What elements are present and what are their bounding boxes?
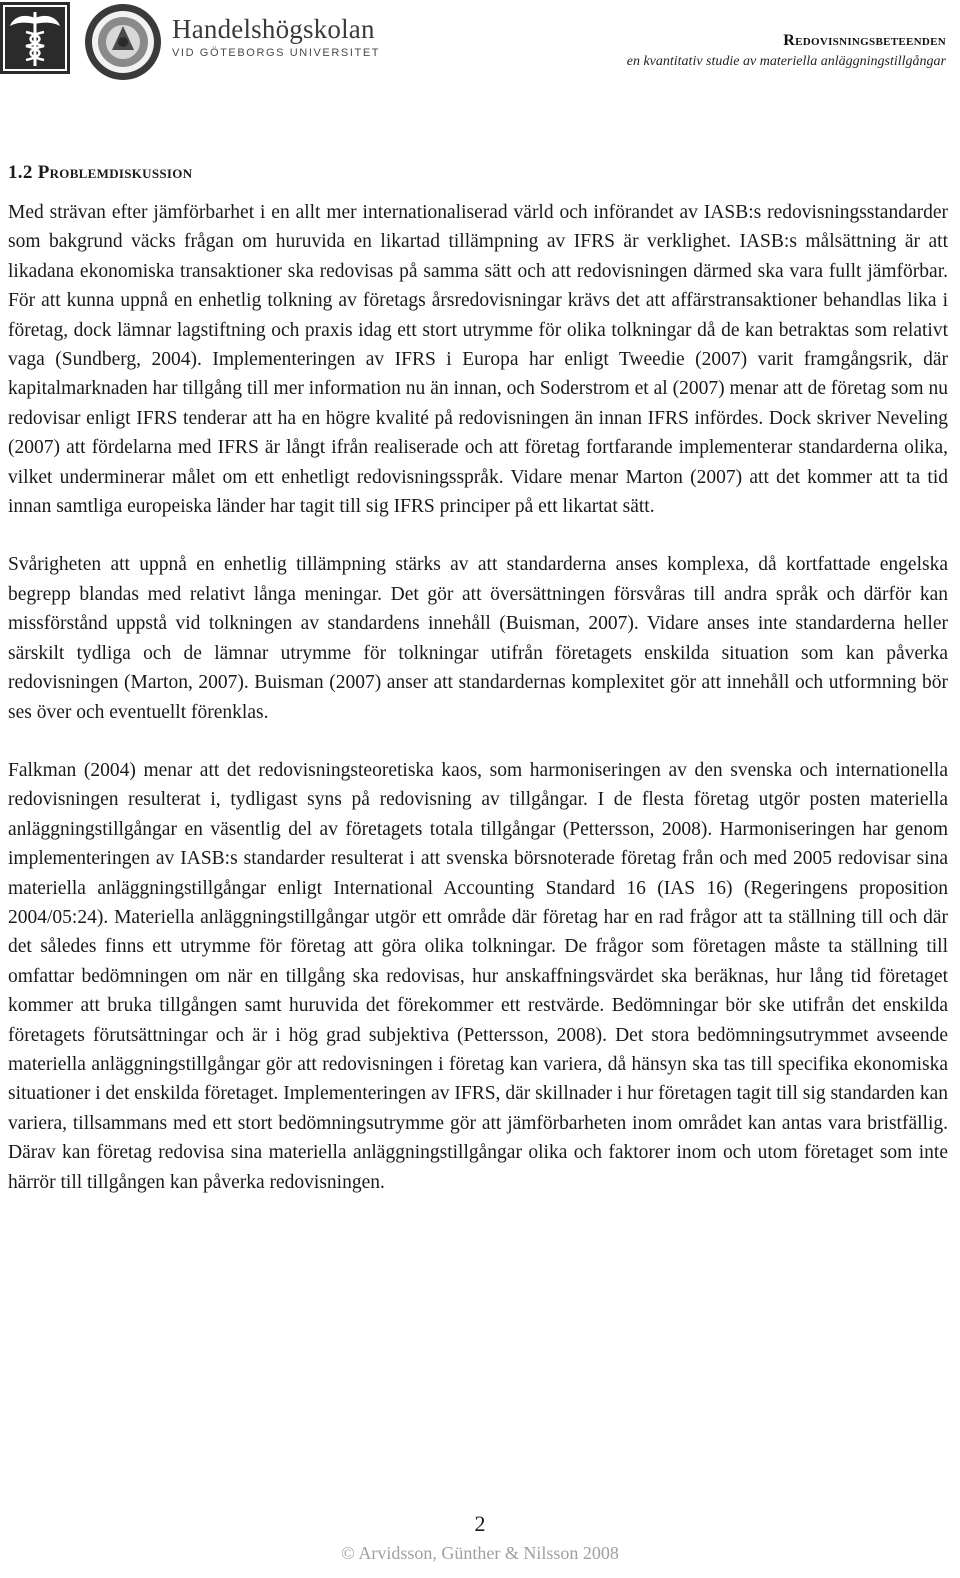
main-content: [8, 160, 948, 1197]
paragraph: Svårigheten att uppnå en enhetlig tillämpning stärks av att standarderna anses komplexa, då kortfattade engelska begrepp blandas med relativt långa meningar. Det gör att översättningen försvåras till andra språk och därför kan missförstånd uppstå vid tolkningen av standardens innehåll (Buisman, 2007). Vidare anses inte standarderna heller särskilt tydliga och de lämnar utrymme för tolkningar utifrån företagets enskilda situation som kan påverka redovisningen (Marton, 2007). Buisman (2007) anser att standardernas komplexitet gör att innehåll och utformning bör ses över och eventuellt förenklas.: [8, 554, 948, 723]
caduceus-logo-icon: [0, 2, 70, 74]
document-subtitle: en kvantitativ studie av materiella anläggningstillgångar: [626, 54, 946, 69]
logo-wordmark: [172, 14, 380, 60]
paragraph-spacer: [8, 521, 948, 550]
section-heading: 1.2 Problemdiskussion: [8, 162, 193, 183]
logo-university: VID GÖTEBORGS UNIVERSITET: [172, 47, 381, 59]
paragraph-spacer: [8, 727, 948, 756]
page-number: 2: [474, 1511, 486, 1536]
paragraph: Falkman (2004) menar att det redovisningsteoretiska kaos, som harmoniseringen av den svenska och internationella redovisningen resulterat i, tydligast syns på redovisning av tillgångar. I de flesta företag utgör posten materiella anläggningstillgångar en väsentlig del av företagets totala tillgångar (Pettersson, 2008). Harmoniseringen har genom implementeringen av IASB:s standarder resulterat i att svenska börsnoterade företag från och med 2005 redovisar sina materiella anläggningstillgångar enligt International Accounting Standard 16 (IAS 16) (Regeringens proposition 2004/05:24). Materiella anläggningstillgångar utgör ett område där företag har en rad frågor att ta ställning till och där det således finns ett utrymme för företag att göra olika tolkningar. De frågor som företagen måste ta ställning till omfattar bedömningen om när en tillgång ska redovisas, hur anskaffningsvärdet ska beräknas, hur lång tid företaget kommer att bruka tillgången samt huruvida det förekommer ett restvärde. Bedömningar bör ske utifrån det enskilda företagets förutsättningar och är i hög grad subjektiva (Pettersson, 2008). Det stora bedömningsutrymmet avseende materiella anläggningstillgångar gör att redovisningen i företag kan variera, då hänsyn ska tas till specifika ekonomiska situationer i det enskilda företaget. Implementeringen av IFRS, där skillnader i hur företagen tagit till sig standarden kan variera, tillsammans med ett stort bedömningsutrymme gör att jämförbarheten inom området kan antas vara bristfällig. Därav kan företag redovisa sina materiella anläggningstillgångar olika och faktorer inom och utom företaget som inte härrör till tillgången kan påverka redovisningen.: [8, 759, 948, 1193]
page-footer: [0, 1510, 960, 1567]
page-header: [0, 0, 960, 90]
document-title: Redovisningsbeteenden: [783, 32, 946, 49]
paragraph: Med strävan efter jämförbarhet i en allt mer internationaliserad värld och införandet av IASB:s redovisningsstandarder som bakgrund väcks frågan om huruvida en likartad tillämpning av IFRS är verklighet. IASB:s målsättning är att likadana ekonomiska transaktioner ska redovisas på samma sätt och att redovisningen därmed ska vara fullt jämförbar. För att kunna uppnå en enhetlig tolkning av företags årsredovisningar krävs det att affärstransaktioner behandlas lika i företag, dock lämnar lagstiftning och praxis idag ett stort utrymme för olika tolkningar då de kan betraktas som relativt vaga (Sundberg, 2004). Implementeringen av IFRS i Europa har enligt Tweedie (2007) varit framgångsrik, där kapitalmarknaden har tillgång till mer information nu än innan, och Soderstrom et al (2007) menar att de företag som nu redovisar enligt IFRS tenderar att ha en högre kvalité på redovisningen än innan IFRS infördes. Dock skriver Neveling (2007) att fördelarna med IFRS är långt ifrån realiserade och att företag fortfarande implementerar standarderna olika, vilket underminerar målet om ett enhetligt redovisningsspråk. Vidare menar Marton (2007) att det kommer att ta tid innan samtliga europeiska länder har tagit till sig IFRS principer på ett likartat sätt.: [8, 202, 948, 518]
university-seal-icon: [82, 2, 164, 82]
copyright-notice: © Arvidsson, Günther & Nilsson 2008: [341, 1543, 619, 1563]
logo-institution: Handelshögskolan: [172, 14, 375, 44]
